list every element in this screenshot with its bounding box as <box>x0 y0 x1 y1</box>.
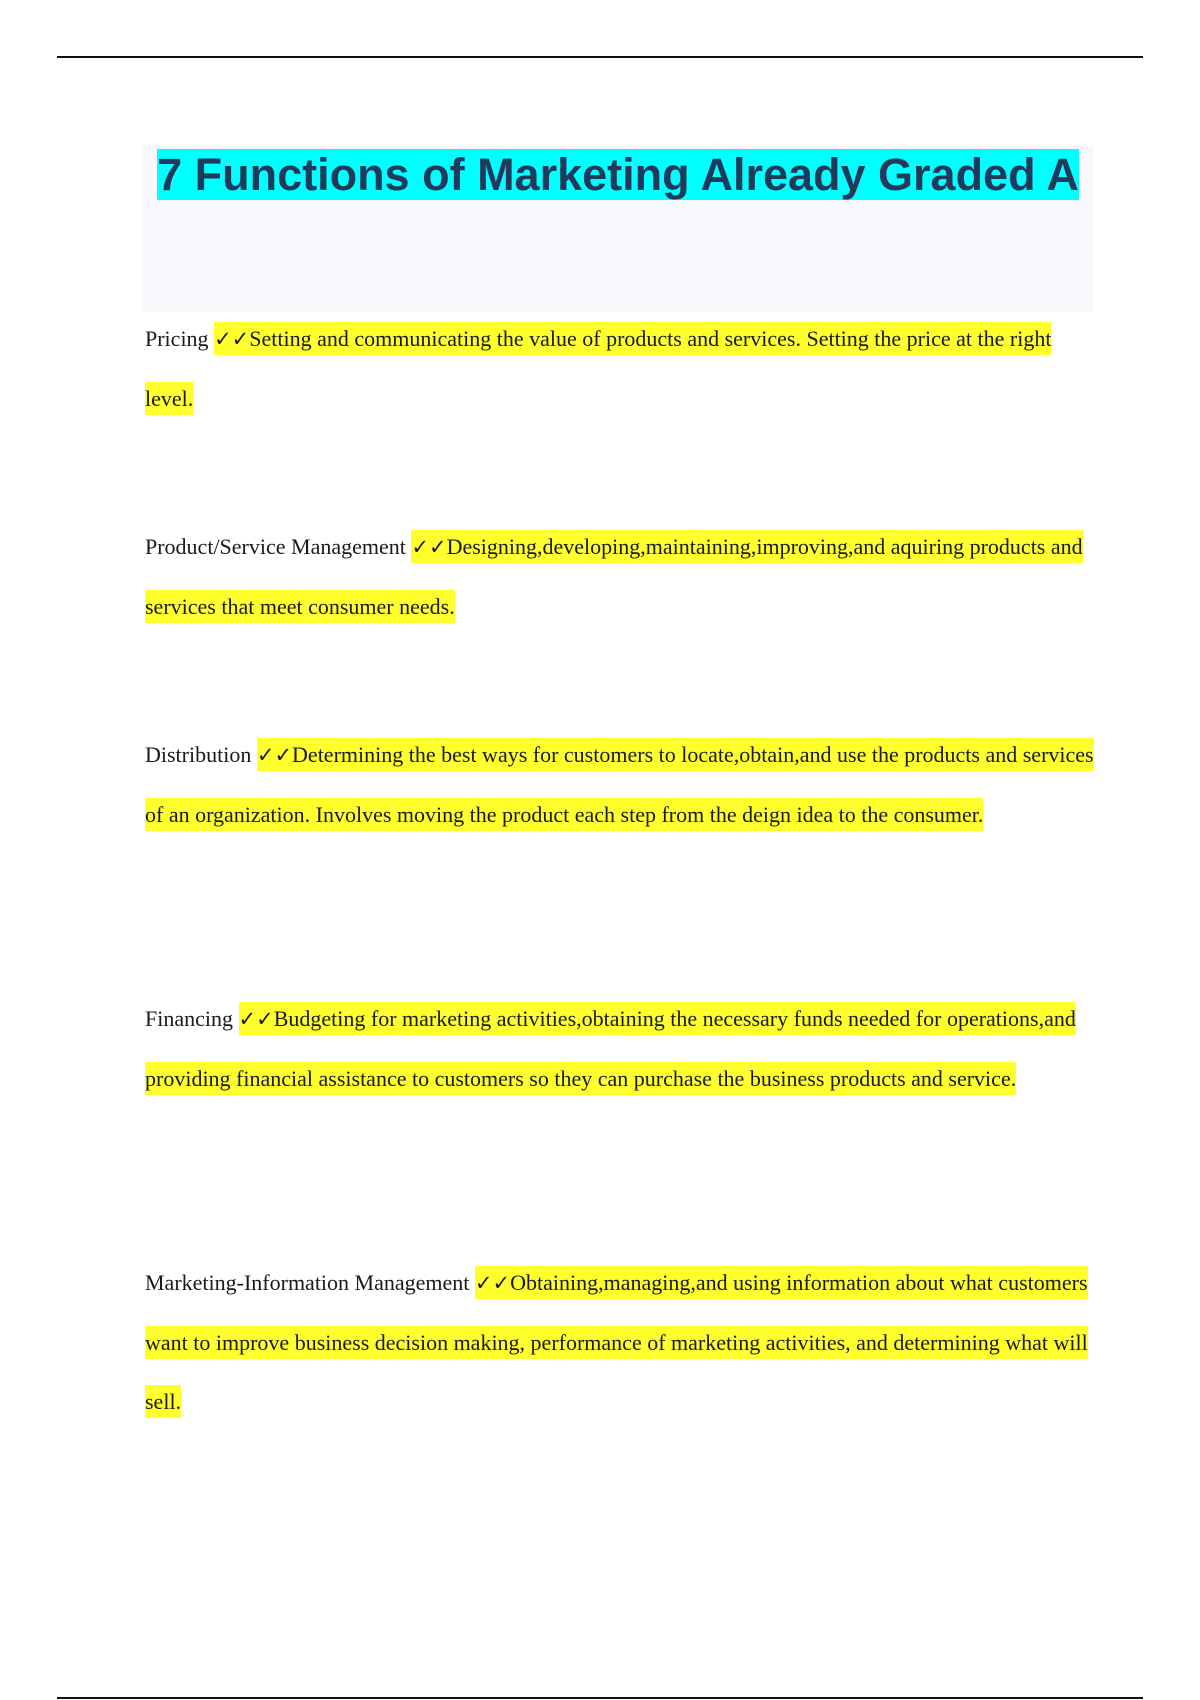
page-title <box>143 146 1093 202</box>
entry-definition: Obtaining,managing,and using information about what customers want to improve business decision making, performance of marketing activities, and determining what will sell. <box>145 1270 1088 1414</box>
entry-answer <box>145 322 1051 415</box>
entry-financing <box>145 989 1095 1108</box>
double-check-icon: ✓✓ <box>256 743 293 767</box>
entry-definition: Budgeting for marketing activities,obtaining the necessary funds needed for operations,and providing financial assistance to customers so they can purchase the business products and service. <box>145 1006 1076 1091</box>
title-block <box>143 146 1093 312</box>
double-check-icon: ✓✓ <box>238 1007 274 1031</box>
entry-product-service-management <box>145 517 1095 636</box>
page-title-text: 7 Functions of Marketing Already Graded A <box>157 149 1079 200</box>
entry-distribution <box>145 725 1095 844</box>
entry-definition: Designing,developing,maintaining,improving,and aquiring products and services that meet consumer needs. <box>145 534 1083 619</box>
entry-pricing <box>145 309 1095 428</box>
entry-marketing-information-management <box>145 1253 1095 1431</box>
double-check-icon: ✓✓ <box>214 327 250 351</box>
entry-definition: Determining the best ways for customers to locate,obtain,and use the products and services of an organization. Involves moving the product each step from the deign idea to the consumer. <box>145 742 1094 827</box>
double-check-icon: ✓✓ <box>474 1271 511 1295</box>
entry-answer <box>145 1002 1076 1095</box>
entry-answer <box>145 738 1094 831</box>
top-divider <box>57 56 1143 58</box>
entry-definition: Setting and communicating the value of products and services. Setting the price at the right level. <box>145 326 1052 411</box>
double-check-icon: ✓✓ <box>411 535 447 559</box>
bottom-divider <box>57 1697 1143 1699</box>
entry-term: Pricing <box>145 326 209 351</box>
entry-term: Financing <box>145 1006 233 1031</box>
entry-term: Marketing-Information Management <box>145 1270 470 1295</box>
entry-term: Product/Service Management <box>145 534 406 559</box>
entry-term: Distribution <box>145 742 252 767</box>
